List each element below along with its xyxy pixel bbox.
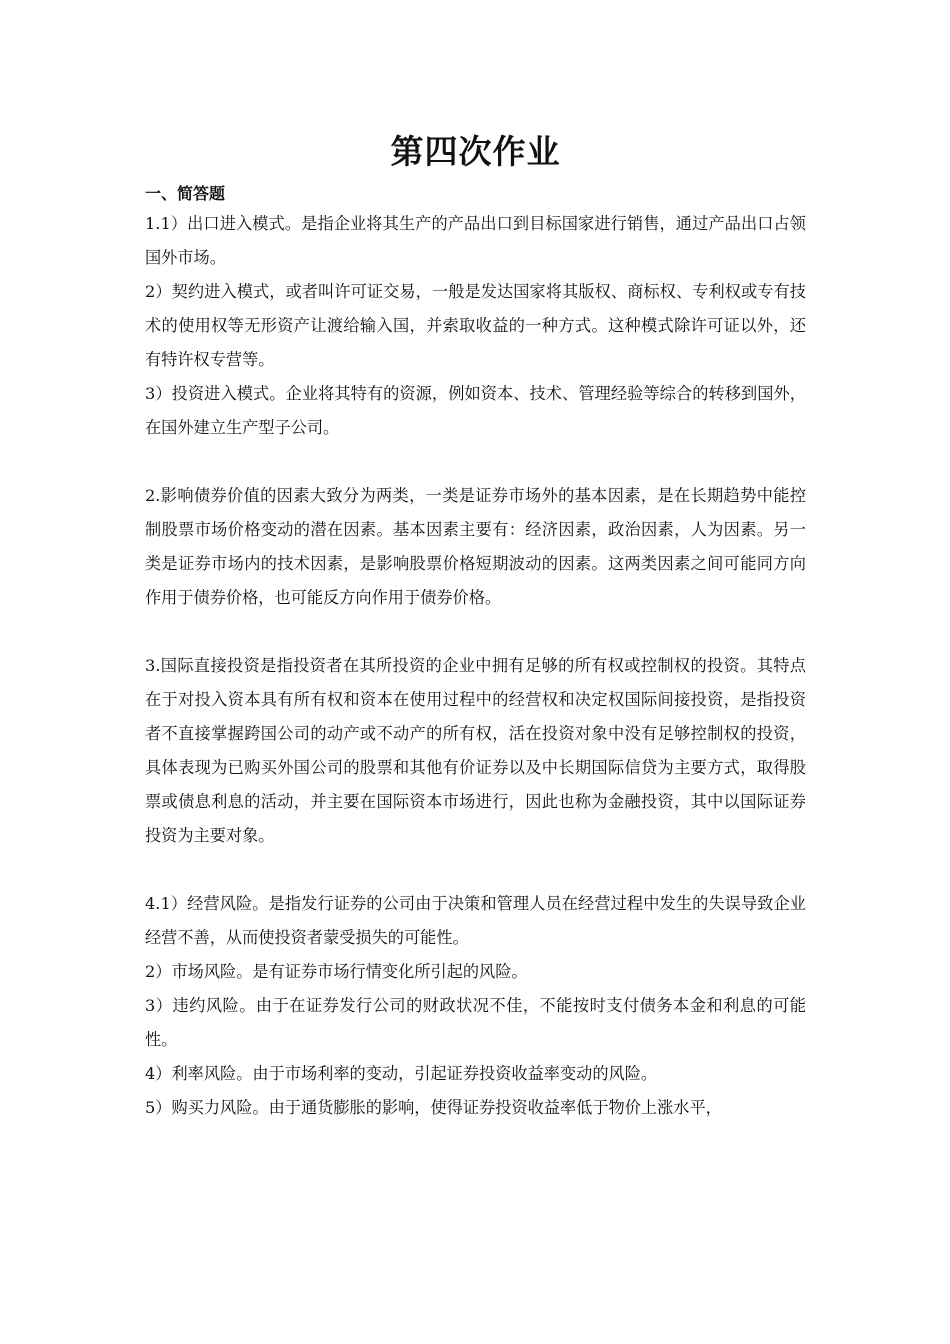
paragraph-gap (145, 853, 806, 887)
paragraph-gap (145, 445, 806, 479)
paragraph-gap (145, 615, 806, 649)
answer-4-part-5: 5）购买力风险。由于通货膨胀的影响，使得证券投资收益率低于物价上涨水平， (145, 1098, 722, 1117)
answer-1-part-2: 2）契约进入模式，或者叫许可证交易，一般是发达国家将其版权、商标权、专利权或专有技术的使用权等无形资产让渡给输入国，并索取收益的一种方式。这种模式除许可证以外，还有特许权专营等。 (145, 282, 806, 369)
answer-1-part-3: 3）投资进入模式。企业将其特有的资源，例如资本、技术、管理经验等综合的转移到国外，在国外建立生产型子公司。 (145, 384, 806, 437)
answer-4-part-1: 4.1）经营风险。是指发行证券的公司由于决策和管理人员在经营过程中发生的失误导致企业经营不善，从而使投资者蒙受损失的可能性。 (145, 894, 806, 947)
document-title: 第四次作业 (390, 132, 561, 171)
answer-1-part-1: 1.1）出口进入模式。是指企业将其生产的产品出口到目标国家进行销售，通过产品出口占领国外市场。 (145, 214, 806, 267)
answer-4-part-2: 2）市场风险。是有证券市场行情变化所引起的风险。 (145, 962, 528, 981)
answer-4-part-3: 3）违约风险。由于在证券发行公司的财政状况不佳，不能按时支付债务本金和利息的可能性。 (145, 996, 806, 1049)
answer-3: 3.国际直接投资是指投资者在其所投资的企业中拥有足够的所有权或控制权的投资。其特点在于对投入资本具有所有权和资本在使用过程中的经营权和决定权国际间接投资，是指投资者不直接掌握跨国公司的动产或不动产的所有权，活在投资对象中没有足够控制权的投资，具体表现为已购买外国公司的股票和其他有价证券以及中长期国际信贷为主要方式，取得股票或债息利息的活动，并主要在国际资本市场进行，因此也称为金融投资，其中以国际证券投资为主要对象。 (145, 656, 806, 845)
answer-2: 2.影响债券价值的因素大致分为两类，一类是证券市场外的基本因素，是在长期趋势中能控制股票市场价格变动的潜在因素。基本因素主要有：经济因素，政治因素，人为因素。另一类是证券市场内的技术因素，是影响股票价格短期波动的因素。这两类因素之间可能同方向作用于债券价格，也可能反方向作用于债券价格。 (145, 486, 806, 607)
section-heading: 一、简答题 (145, 184, 226, 203)
answer-4-part-4: 4）利率风险。由于市场利率的变动，引起证券投资收益率变动的风险。 (145, 1064, 658, 1083)
